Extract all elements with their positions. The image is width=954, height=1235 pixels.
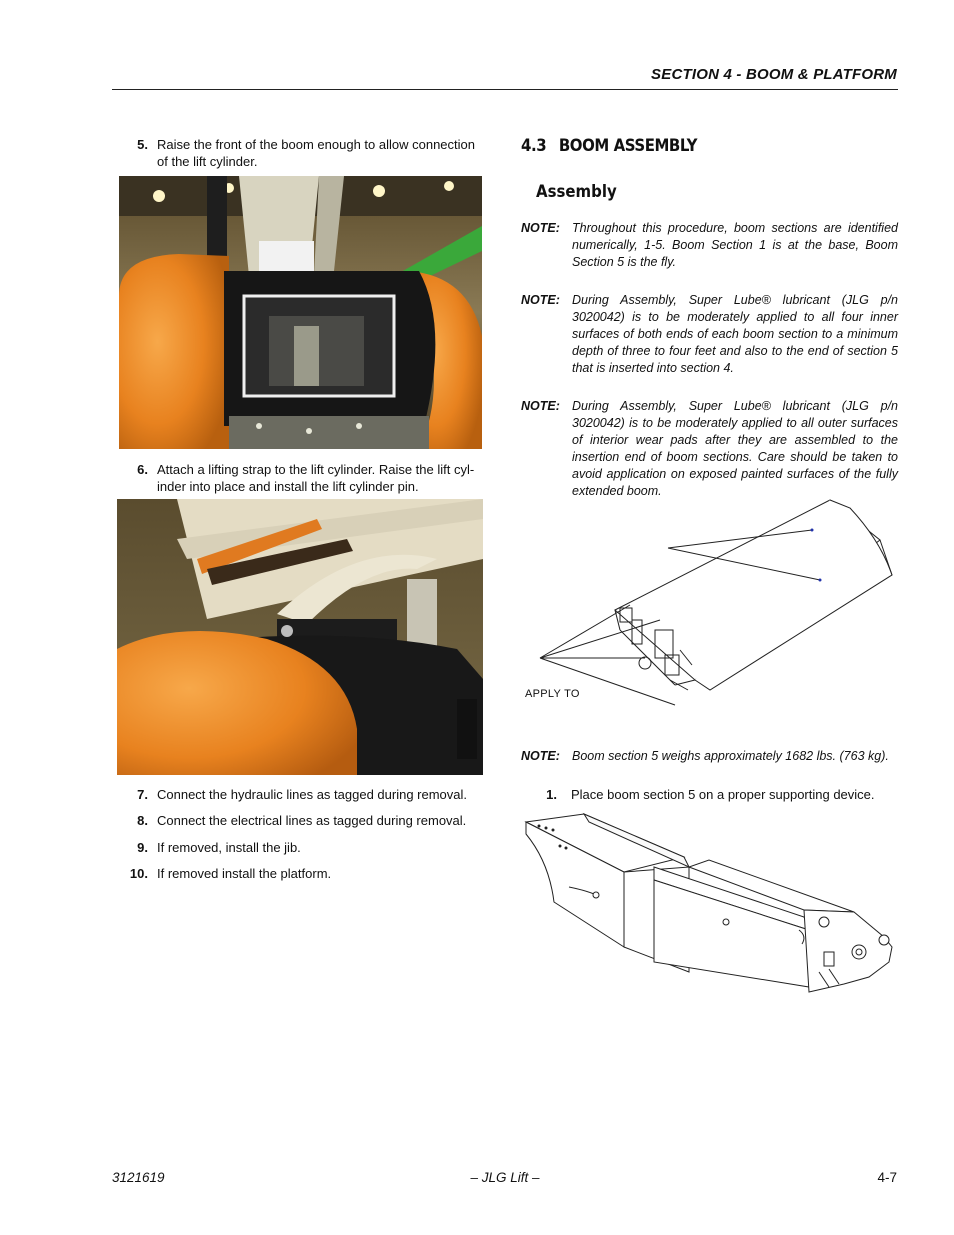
section-heading [521, 136, 697, 156]
note-text: During Assembly, Super Lube® lubricant (JLG p/n 3020042) is to be moderately applied to all outer surfaces of interior wear pads after they are assembled to the insertion end of boom sections. Care should be taken to avoid application on exposed painted surfaces of the fully extended boom. [572, 399, 898, 498]
note-label: NOTE: [521, 293, 560, 307]
step-9 [112, 839, 492, 856]
step-number: 1. [546, 787, 557, 802]
note-3 [521, 398, 898, 500]
note-1 [521, 220, 898, 271]
note-text: Throughout this procedure, boom sections are identified numerically, 1-5. Boom Section 1 is at the base, Boom Section 5 is the fly. [572, 221, 898, 269]
step-text: Connect the electrical lines as tagged during removal. [157, 813, 467, 828]
section-title: BOOM ASSEMBLY [558, 136, 698, 156]
step-number: 7. [137, 787, 148, 802]
step-text-line2: of the lift cylinder. [157, 154, 258, 169]
step-text: Place boom section 5 on a proper supporting device. [571, 787, 875, 802]
subsection-heading: Assembly [536, 182, 617, 202]
step-text: If removed install the platform. [157, 866, 332, 881]
step-number: 5. [137, 137, 148, 152]
note-4 [521, 748, 898, 765]
step-8 [112, 812, 492, 829]
step-5 [112, 136, 492, 172]
step-number: 10. [129, 866, 148, 881]
note-label: NOTE: [521, 749, 560, 763]
section-header: SECTION 4 - BOOM & PLATFORM [651, 66, 897, 83]
step-text-line1: Raise the front of the boom enough to allow connection [157, 137, 475, 152]
note-2 [521, 292, 898, 377]
note-label: NOTE: [521, 399, 560, 413]
lubrication-diagram [520, 490, 898, 715]
boom-section-5-diagram [524, 812, 896, 997]
step-text: If removed, install the jib. [157, 840, 301, 855]
note-text: During Assembly, Super Lube® lubricant (JLG p/n 3020042) is to be moderately applied to all four inner surfaces of both ends of each boom section to a minimum depth of three to four feet and also to the end of section 5 that is inserted into section 4. [572, 293, 898, 375]
header-rule [112, 89, 898, 90]
step-7 [112, 786, 492, 803]
step-6 [112, 461, 492, 497]
section-number: 4.3 [521, 136, 547, 156]
lift-cylinder-photo [117, 499, 483, 775]
step-number: 9. [137, 840, 148, 855]
step-10 [112, 865, 492, 882]
footer-page-number: 4-7 [877, 1170, 897, 1185]
boom-front-photo [119, 176, 482, 449]
step-text: Connect the hydraulic lines as tagged during removal. [157, 787, 468, 802]
footer-center: – JLG Lift – [470, 1170, 540, 1185]
diagram-label: APPLY TO [525, 688, 580, 700]
step-text-line2: inder into place and install the lift cylinder pin. [157, 479, 419, 494]
step-text-line1: Attach a lifting strap to the lift cylinder. Raise the lift cyl- [157, 462, 475, 477]
footer-doc-number: 3121619 [112, 1170, 165, 1185]
note-label: NOTE: [521, 221, 560, 235]
assembly-step-1 [521, 786, 898, 803]
step-number: 6. [137, 462, 148, 477]
note-text: Boom section 5 weighs approximately 1682 lbs. (763 kg). [572, 749, 889, 763]
step-number: 8. [137, 813, 148, 828]
